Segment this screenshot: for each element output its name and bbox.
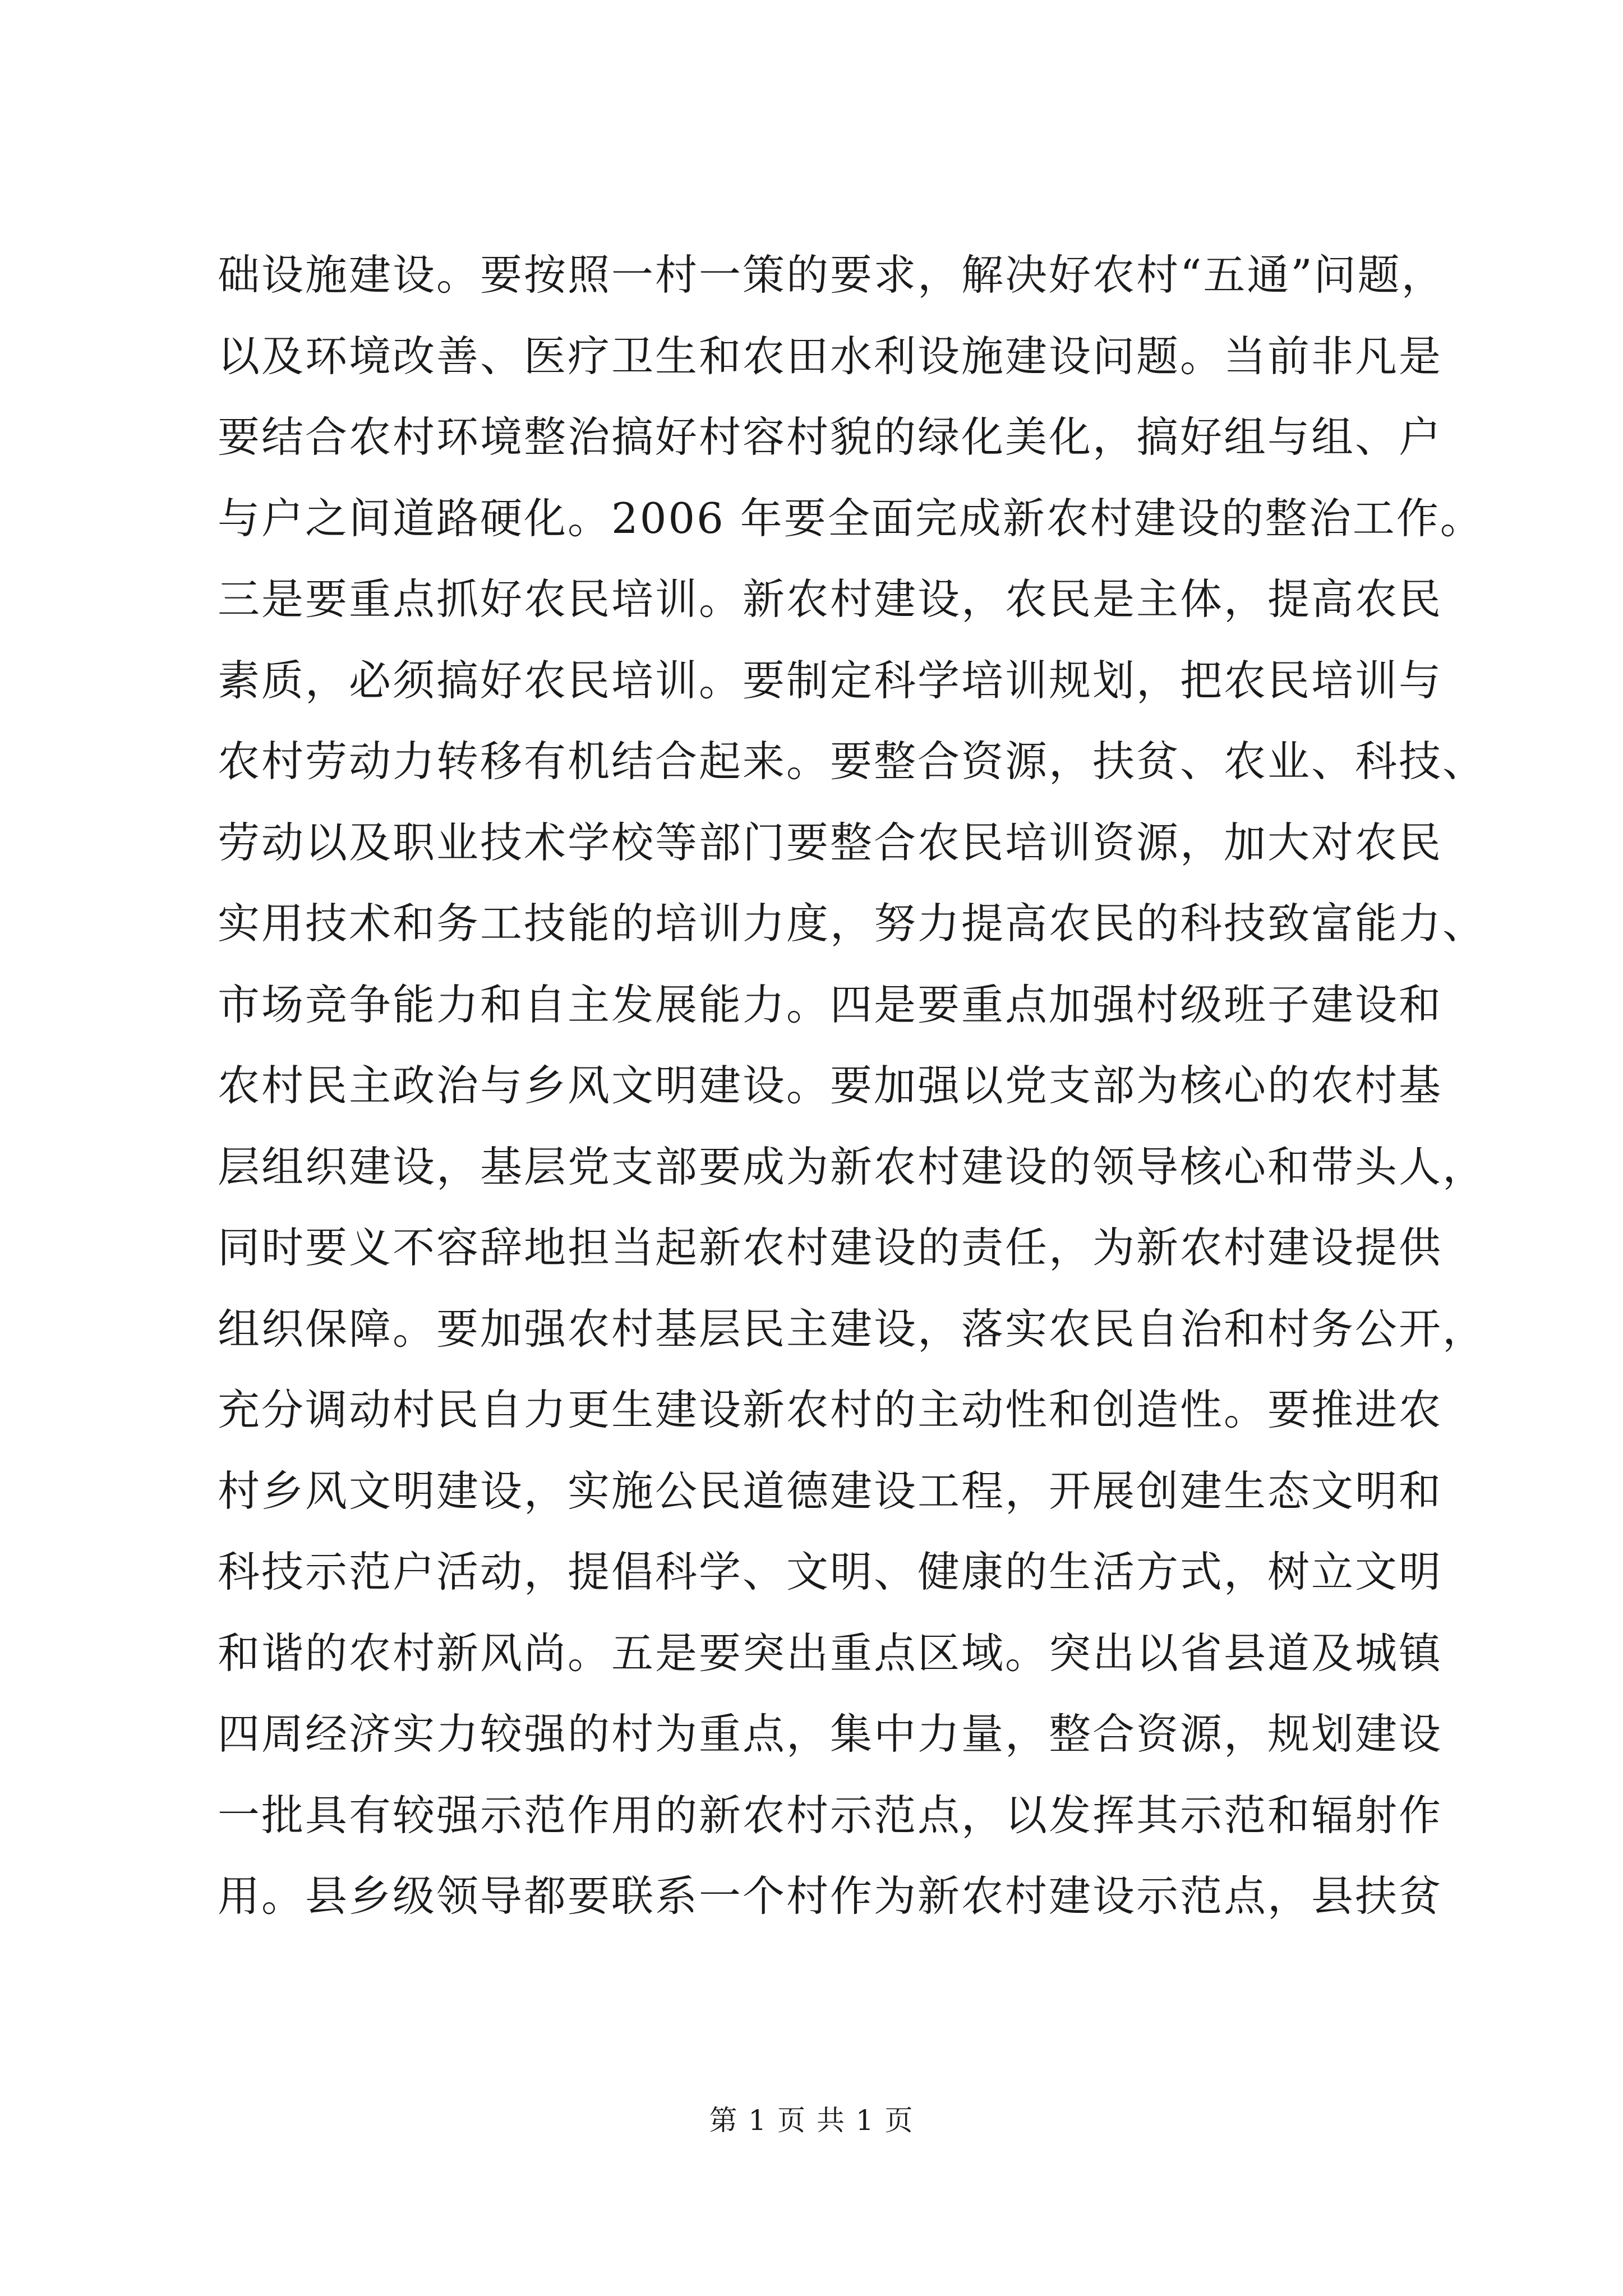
- text-line: 农村劳动力转移有机结合起来。要整合资源，扶贫、农业、科技、: [218, 737, 1487, 786]
- text-line: 和谐的农村新风尚。五是要突出重点区域。突出以省县道及城镇: [218, 1628, 1443, 1678]
- text-line: 组织保障。要加强农村基层民主建设，落实农民自治和村务公开，: [218, 1304, 1487, 1354]
- text-line: 农村民主政治与乡风文明建设。要加强以党支部为核心的农村基: [218, 1061, 1443, 1110]
- text-line: 用。县乡级领导都要联系一个村作为新农村建设示范点，县扶贫: [218, 1871, 1443, 1921]
- text-line: 同时要义不容辞地担当起新农村建设的责任，为新农村建设提供: [218, 1223, 1443, 1272]
- text-line: 四周经济实力较强的村为重点，集中力量，整合资源，规划建设: [218, 1709, 1443, 1759]
- text-line: 村乡风文明建设，实施公民道德建设工程，开展创建生态文明和: [218, 1466, 1443, 1516]
- page-footer: 第 1 页 共 1 页: [709, 2104, 914, 2137]
- text-line: 实用技术和务工技能的培训力度，努力提高农民的科技致富能力、: [218, 899, 1487, 948]
- text-line: 要结合农村环境整治搞好村容村貌的绿化美化，搞好组与组、户: [218, 412, 1443, 462]
- text-line: 层组织建设，基层党支部要成为新农村建设的领导核心和带头人，: [218, 1142, 1487, 1191]
- text-line: 础设施建设。要按照一村一策的要求，解决好农村“五通”问题，: [218, 250, 1445, 300]
- text-line: 三是要重点抓好农民培训。新农村建设，农民是主体，提高农民: [218, 574, 1443, 624]
- text-line: 劳动以及职业技术学校等部门要整合农民培训资源，加大对农民: [218, 817, 1443, 867]
- text-line: 科技示范户活动，提倡科学、文明、健康的生活方式，树立文明: [218, 1547, 1443, 1596]
- text-line: 与户之间道路硬化。2006 年要全面完成新农村建设的整治工作。: [218, 493, 1484, 543]
- text-line: 充分调动村民自力更生建设新农村的主动性和创造性。要推进农: [218, 1385, 1443, 1434]
- text-line: 一批具有较强示范作用的新农村示范点，以发挥其示范和辐射作: [218, 1790, 1443, 1840]
- text-line: 素质，必须搞好农民培训。要制定科学培训规划，把农民培训与: [218, 655, 1443, 705]
- text-line: 市场竞争能力和自主发展能力。四是要重点加强村级班子建设和: [218, 979, 1443, 1029]
- body-text: [218, 234, 1487, 1937]
- text-line: 以及环境改善、医疗卫生和农田水利设施建设问题。当前非凡是: [218, 331, 1443, 381]
